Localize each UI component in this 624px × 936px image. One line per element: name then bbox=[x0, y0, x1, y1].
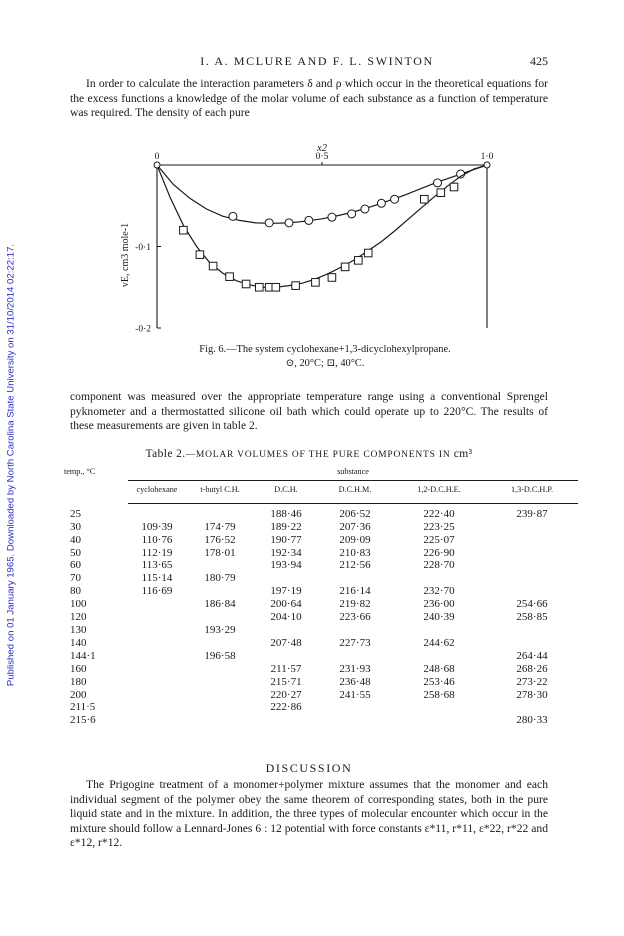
volume-cell: 232·70 bbox=[423, 585, 455, 598]
data-point-circle bbox=[265, 219, 273, 227]
data-point-circle bbox=[348, 210, 356, 218]
volume-cell: 228·70 bbox=[423, 559, 455, 572]
data-point-square bbox=[256, 283, 264, 291]
table-title-prefix: Table 2. bbox=[145, 448, 186, 460]
volume-cell: 216·14 bbox=[339, 585, 371, 598]
volume-cell: 211·57 bbox=[270, 662, 302, 675]
data-point-circle bbox=[377, 199, 385, 207]
volume-cell: 280·33 bbox=[516, 714, 548, 727]
volume-cell bbox=[318, 572, 392, 585]
substance-column-headers bbox=[58, 482, 578, 503]
table-row bbox=[58, 547, 578, 560]
volume-cell bbox=[186, 559, 254, 572]
volume-cell bbox=[186, 585, 254, 598]
column-header: 1,2-D.C.H.E. bbox=[392, 482, 486, 503]
volume-cell bbox=[128, 663, 186, 676]
table-row bbox=[58, 701, 578, 714]
data-point-square bbox=[196, 251, 204, 259]
table-row bbox=[58, 689, 578, 702]
column-header: D.C.H. bbox=[254, 482, 318, 503]
data-point-circle bbox=[229, 212, 237, 220]
volume-cell: 174·79 bbox=[204, 520, 236, 533]
volume-cell: 113·65 bbox=[141, 559, 173, 572]
volume-cell bbox=[486, 572, 578, 585]
volume-cell: 215·71 bbox=[270, 675, 302, 688]
volume-cell: 193·94 bbox=[270, 559, 302, 572]
temperature-cell: 140 bbox=[70, 636, 87, 649]
table-row bbox=[58, 663, 578, 676]
volume-cell bbox=[128, 611, 186, 624]
substance-header: substance bbox=[337, 467, 369, 476]
table-row bbox=[58, 624, 578, 637]
volume-cell: 264·44 bbox=[516, 649, 548, 662]
volume-cell bbox=[186, 663, 254, 676]
volume-cell bbox=[486, 559, 578, 572]
figure-caption-line1: Fig. 6.—The system cyclohexane+1,3-dicyclohexylpropane. bbox=[199, 344, 451, 355]
data-point-square bbox=[292, 282, 300, 290]
page-number: 425 bbox=[530, 54, 548, 68]
temperature-cell: 80 bbox=[70, 585, 81, 598]
temperature-cell: 30 bbox=[70, 520, 81, 533]
volume-cell bbox=[486, 547, 578, 560]
temperature-cell: 60 bbox=[70, 559, 81, 572]
volume-cell: 196·58 bbox=[204, 649, 236, 662]
temperature-cell: 100 bbox=[70, 598, 87, 611]
volume-cell: 212·56 bbox=[339, 559, 371, 572]
volume-cell bbox=[186, 676, 254, 689]
paragraph-discussion-text: The Prigogine treatment of a monomer+polymer mixture assumes that the monomer and each individual segment of the polymer obey the same theorem of corresponding states, both in the pure liquid state and in the mixture. In addition, the three types of molecular encounter which occur in the mixture should follow a Lennard-Jones 6 : 12 potential with force constants ε*11, r*11, ε*22, r*22 and ε*12, r*12. bbox=[70, 778, 548, 849]
volume-cell bbox=[392, 714, 486, 727]
data-point-circle bbox=[328, 213, 336, 221]
volume-cell bbox=[486, 624, 578, 637]
volume-cell: 189·22 bbox=[270, 520, 302, 533]
table-row bbox=[58, 611, 578, 624]
volume-cell bbox=[392, 701, 486, 714]
table-title-main: —MOLAR VOLUMES OF THE PURE COMPONENTS IN bbox=[185, 450, 451, 460]
volume-cell: 193·29 bbox=[204, 623, 236, 636]
volume-cell: 223·66 bbox=[339, 611, 371, 624]
data-point-square bbox=[437, 189, 445, 197]
volume-cell: 239·87 bbox=[516, 507, 548, 520]
volume-cell bbox=[128, 650, 186, 663]
data-point-circle bbox=[391, 195, 399, 203]
volume-cell: 207·36 bbox=[339, 520, 371, 533]
paragraph-measurement-text: component was measured over the appropriate temperature range using a conventional Sprengel pyknometer and a thermostatted silicone oil bath which could operate up to 220°C. The results of these measurements are given in table 2. bbox=[70, 390, 548, 432]
table-row bbox=[58, 572, 578, 585]
volume-cell: 278·30 bbox=[516, 688, 548, 701]
volume-cell: 188·46 bbox=[270, 507, 302, 520]
volume-cell: 258·68 bbox=[423, 688, 455, 701]
figure-caption-line2: ⊙, 20°C; ⊡, 40°C. bbox=[285, 358, 365, 369]
volume-cell bbox=[254, 650, 318, 663]
volume-cell bbox=[392, 624, 486, 637]
volume-cell: 225·07 bbox=[423, 533, 455, 546]
volume-cell: 192·34 bbox=[270, 546, 302, 559]
volume-cell bbox=[128, 598, 186, 611]
data-point-square bbox=[242, 280, 250, 288]
volume-cell bbox=[486, 637, 578, 650]
data-point-square bbox=[364, 249, 372, 257]
volume-cell: 226·90 bbox=[423, 546, 455, 559]
volume-cell bbox=[392, 572, 486, 585]
volume-cell: 200·64 bbox=[270, 598, 302, 611]
volume-cell: 180·79 bbox=[204, 572, 236, 585]
temperature-cell: 50 bbox=[70, 546, 81, 559]
volume-cell: 240·39 bbox=[423, 611, 455, 624]
volume-cell: 178·01 bbox=[204, 546, 236, 559]
volume-cell: 116·69 bbox=[141, 585, 173, 598]
table-row bbox=[58, 585, 578, 598]
volume-cell: 204·10 bbox=[270, 611, 302, 624]
table-row bbox=[58, 650, 578, 663]
volume-cell: 207·48 bbox=[270, 636, 302, 649]
temperature-cell: 40 bbox=[70, 533, 81, 546]
column-header: cyclohexane bbox=[128, 482, 186, 503]
table-row bbox=[58, 503, 578, 520]
x-tick-label: 0·5 bbox=[315, 152, 329, 162]
volume-cell bbox=[318, 701, 392, 714]
volume-cell bbox=[318, 650, 392, 663]
table-row bbox=[58, 559, 578, 572]
paragraph-intro-text: In order to calculate the interaction parameters δ and ρ which occur in the theoretical equations for the excess functions a knowledge of the molar volume of each substance as a function of temperature was required. The density of each pure bbox=[70, 77, 548, 119]
table-title-unit: cm³ bbox=[453, 448, 473, 460]
volume-cell: 186·84 bbox=[204, 598, 236, 611]
data-point-square bbox=[272, 283, 280, 291]
data-point-square bbox=[180, 226, 188, 234]
volume-cell bbox=[186, 701, 254, 714]
endpoint-marker bbox=[154, 162, 160, 168]
volume-cell bbox=[254, 572, 318, 585]
volume-cell: 227·73 bbox=[339, 636, 371, 649]
volume-cell: 110·76 bbox=[141, 533, 173, 546]
volume-cell: 236·48 bbox=[339, 675, 371, 688]
table-row bbox=[58, 534, 578, 547]
data-point-square bbox=[209, 262, 217, 270]
volume-cell: 206·52 bbox=[339, 507, 371, 520]
volume-cell bbox=[486, 701, 578, 714]
table-title bbox=[70, 448, 548, 460]
column-header: 1,3-D.C.H.P. bbox=[486, 482, 578, 503]
figure-caption bbox=[160, 343, 490, 371]
y-axis-label: vE, cm3 mole-1 bbox=[120, 222, 131, 288]
temperature-cell: 120 bbox=[70, 611, 87, 624]
volume-cell: 190·77 bbox=[270, 533, 302, 546]
volume-cell bbox=[186, 714, 254, 727]
temp-column-header: temp., °C bbox=[64, 467, 96, 476]
volume-cell bbox=[318, 624, 392, 637]
volume-cell bbox=[128, 503, 186, 520]
table-row bbox=[58, 521, 578, 534]
volume-cell: 253·46 bbox=[423, 675, 455, 688]
volume-cell bbox=[254, 624, 318, 637]
volume-cell bbox=[186, 637, 254, 650]
column-header: t-butyl C.H. bbox=[186, 482, 254, 503]
volume-cell bbox=[128, 689, 186, 702]
volume-cell: 176·52 bbox=[204, 533, 236, 546]
table-row bbox=[58, 637, 578, 650]
volume-cell: 109·39 bbox=[141, 520, 173, 533]
volume-cell bbox=[186, 689, 254, 702]
x-tick-label: 0 bbox=[154, 152, 160, 162]
volume-cell: 220·27 bbox=[270, 688, 302, 701]
endpoint-marker bbox=[484, 162, 490, 168]
volume-cell: 197·19 bbox=[270, 585, 302, 598]
temperature-cell: 160 bbox=[70, 662, 87, 675]
temperature-cell: 200 bbox=[70, 688, 87, 701]
data-point-circle bbox=[285, 219, 293, 227]
volume-cell: 268·26 bbox=[516, 662, 548, 675]
temperature-cell: 25 bbox=[70, 507, 81, 520]
temperature-cell: 130 bbox=[70, 623, 87, 636]
data-point-square bbox=[341, 263, 349, 271]
volume-cell: 248·68 bbox=[423, 662, 455, 675]
volume-cell bbox=[186, 611, 254, 624]
volume-cell: 258·85 bbox=[516, 611, 548, 624]
data-point-circle bbox=[305, 216, 313, 224]
volume-cell bbox=[486, 585, 578, 598]
volume-cell: 112·19 bbox=[141, 546, 173, 559]
temperature-cell: 70 bbox=[70, 572, 81, 585]
table-row bbox=[58, 676, 578, 689]
watermark-text: Published on 01 January 1965. Downloaded by North Carolina State University on 31/10/2014 02:22:17. bbox=[5, 243, 17, 687]
running-head-authors: I. A. MCLURE AND F. L. SWINTON bbox=[200, 54, 434, 68]
volume-cell bbox=[486, 521, 578, 534]
temperature-cell: 144·1 bbox=[70, 649, 96, 662]
data-point-circle bbox=[361, 205, 369, 213]
x-axis-label: x2 bbox=[317, 143, 327, 154]
data-point-square bbox=[312, 279, 320, 287]
volume-cell bbox=[128, 676, 186, 689]
data-point-square bbox=[421, 195, 429, 203]
volume-cell bbox=[186, 503, 254, 520]
volume-cell bbox=[254, 714, 318, 727]
volume-cell bbox=[128, 714, 186, 727]
table-body bbox=[58, 503, 578, 727]
temperature-cell: 211·5 bbox=[70, 701, 96, 714]
temperature-cell: 215·6 bbox=[70, 714, 96, 727]
table-row bbox=[58, 714, 578, 727]
paragraph-measurement bbox=[70, 390, 548, 434]
discussion-heading: DISCUSSION bbox=[265, 761, 353, 775]
volume-cell bbox=[128, 701, 186, 714]
volume-cell bbox=[392, 650, 486, 663]
data-point-square bbox=[355, 257, 363, 265]
volume-cell: 115·14 bbox=[141, 572, 173, 585]
volume-cell bbox=[486, 534, 578, 547]
volume-cell: 244·62 bbox=[423, 636, 455, 649]
volume-cell: 231·93 bbox=[339, 662, 371, 675]
volume-cell: 223·25 bbox=[423, 520, 455, 533]
temperature-cell: 180 bbox=[70, 675, 87, 688]
paragraph-discussion bbox=[70, 778, 548, 851]
column-header: D.C.H.M. bbox=[318, 482, 392, 503]
x-tick-label: 1·0 bbox=[480, 152, 494, 162]
volume-cell: 241·55 bbox=[339, 688, 371, 701]
data-point-square bbox=[328, 274, 336, 282]
data-point-circle bbox=[434, 179, 442, 187]
volume-cell: 219·82 bbox=[339, 598, 371, 611]
volume-cell: 254·66 bbox=[516, 598, 548, 611]
volume-cell bbox=[128, 637, 186, 650]
volume-cell: 273·22 bbox=[516, 675, 548, 688]
table-row bbox=[58, 598, 578, 611]
volume-cell bbox=[318, 714, 392, 727]
molar-volume-table bbox=[58, 466, 578, 727]
volume-cell: 210·83 bbox=[339, 546, 371, 559]
data-point-square bbox=[226, 273, 234, 281]
volume-cell: 209·09 bbox=[339, 533, 371, 546]
volume-cell bbox=[128, 624, 186, 637]
y-tick-label: -0·1 bbox=[135, 243, 151, 253]
y-tick-label: -0·2 bbox=[135, 324, 151, 335]
volume-cell: 236·00 bbox=[423, 598, 455, 611]
volume-cell: 222·86 bbox=[270, 701, 302, 714]
volume-cell: 222·40 bbox=[423, 507, 455, 520]
data-point-square bbox=[450, 183, 458, 191]
